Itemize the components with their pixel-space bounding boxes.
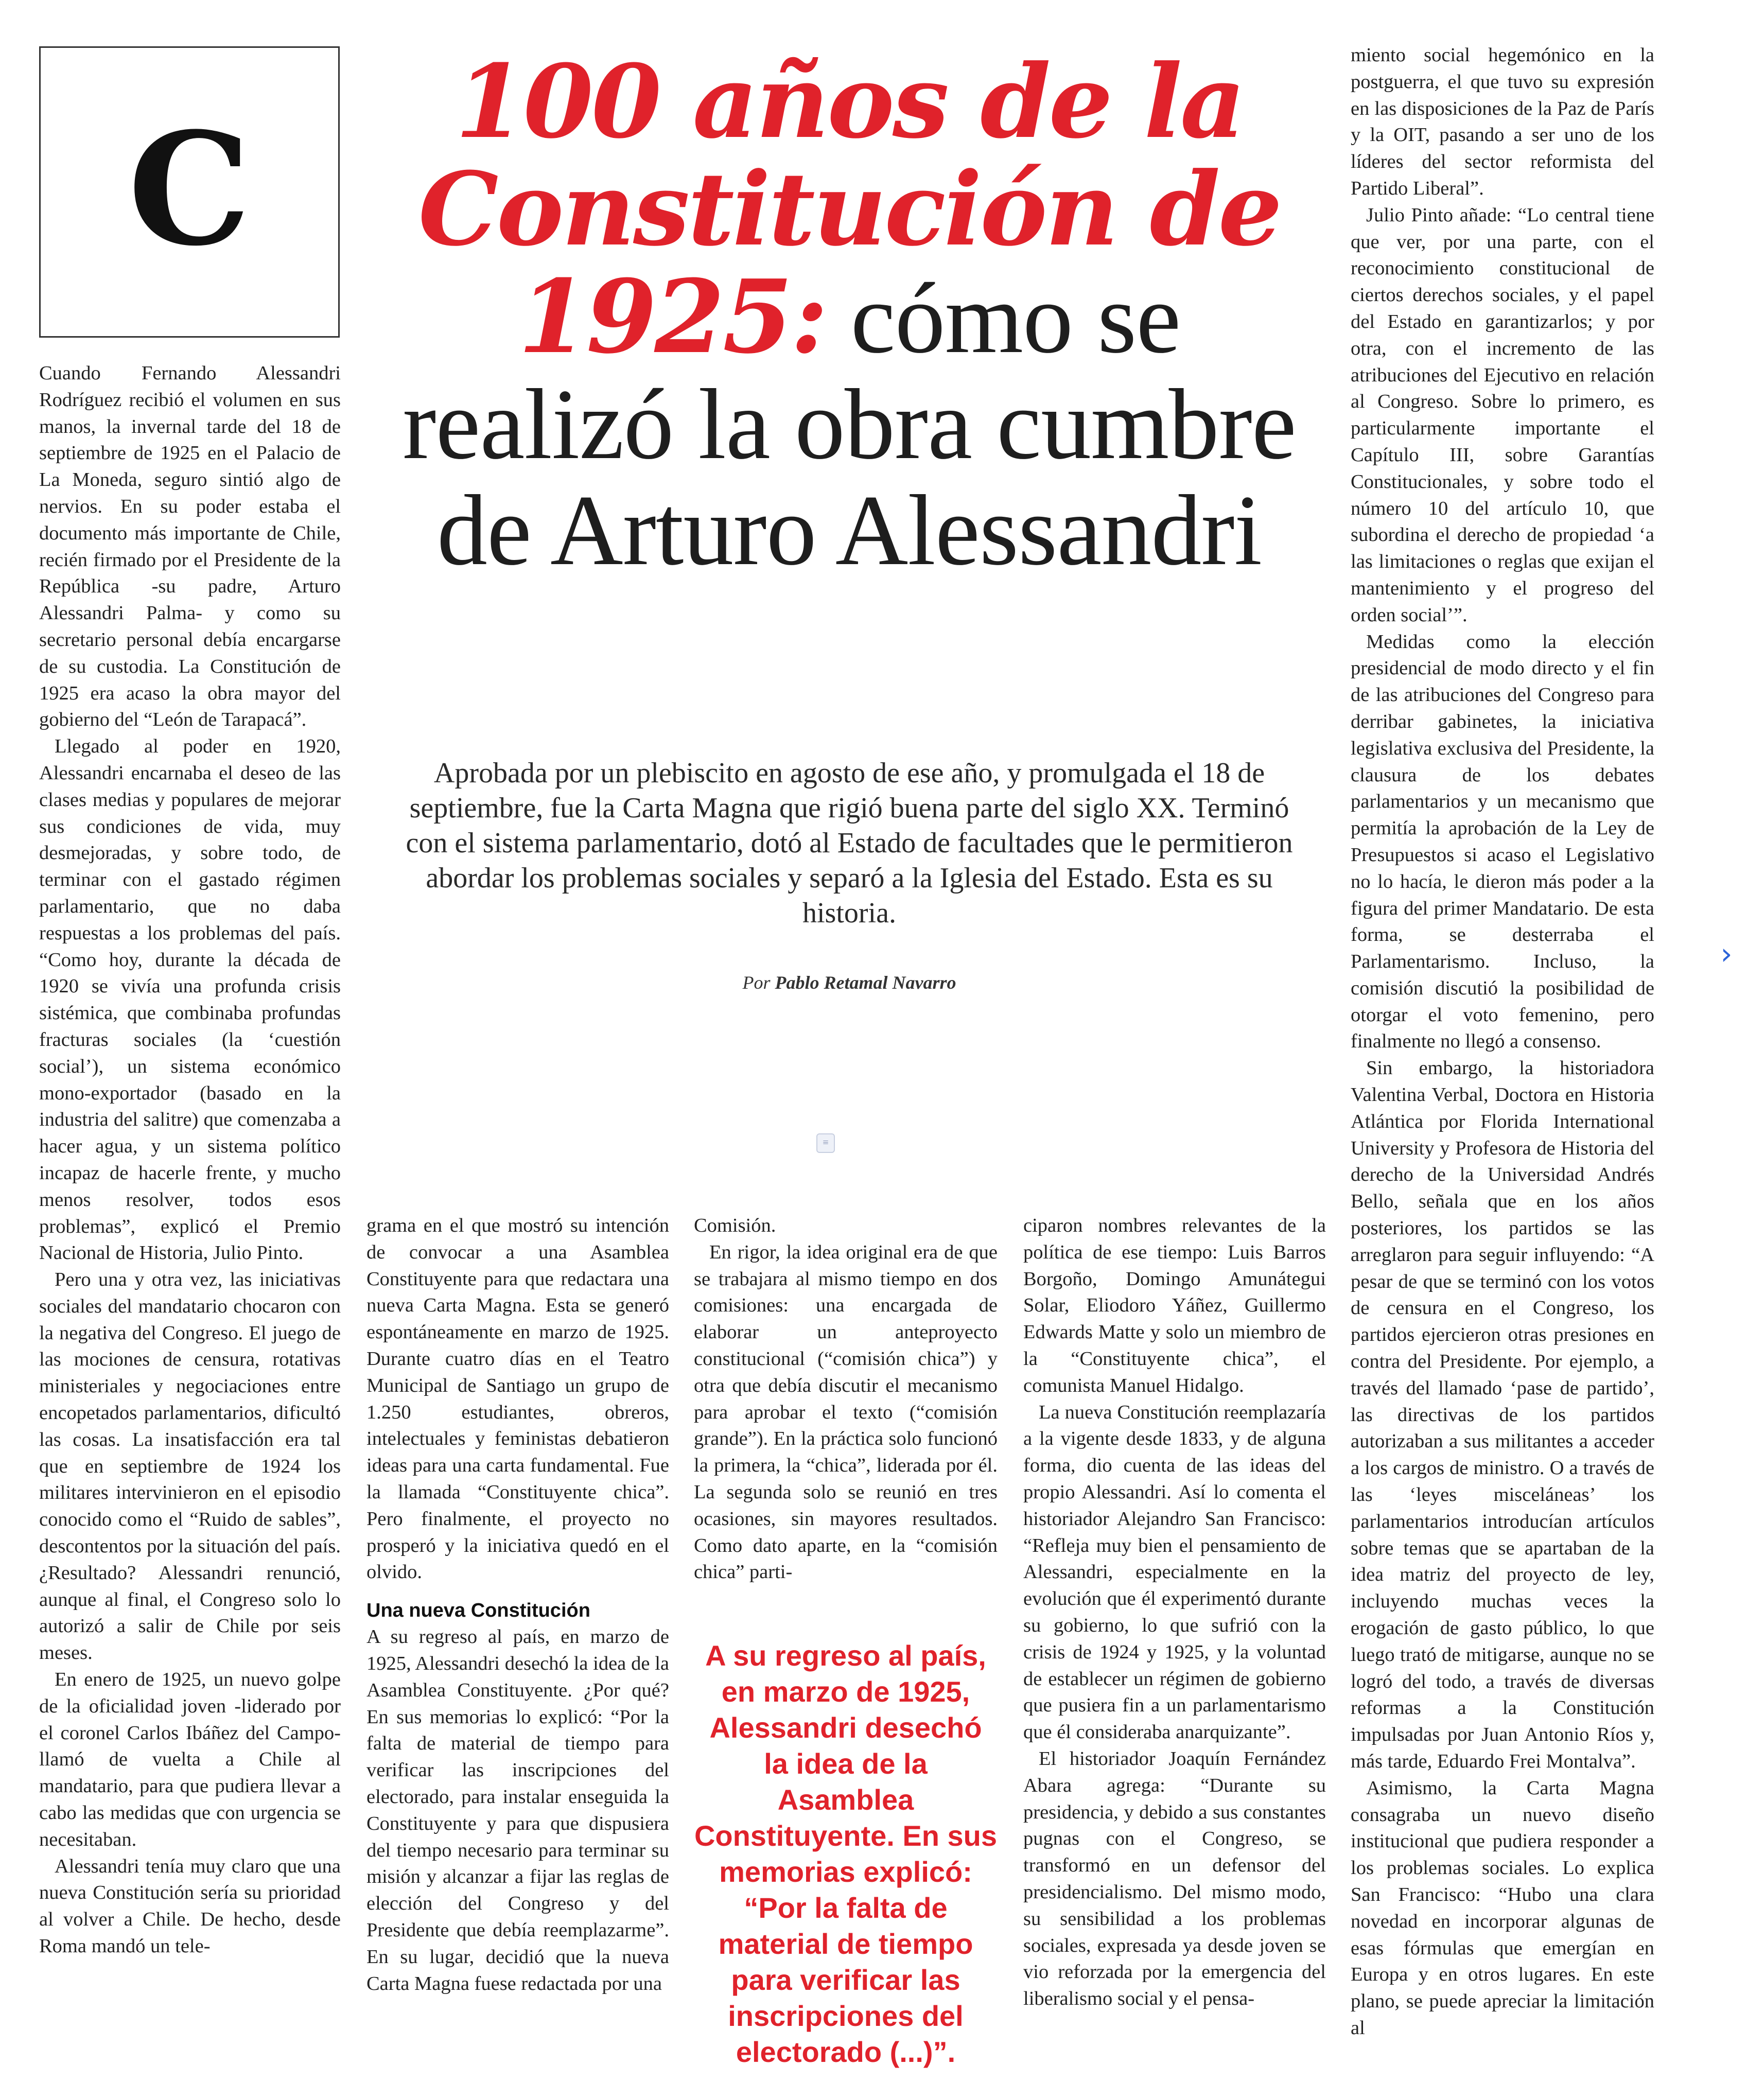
paragraph: grama en el que mostró su intención de convocar a una Asamblea Constituyente para que redactara una nueva Carta Magna. Esta se generó espontáneamente en marzo de 1925. Durante cuatro días en el Teatro Municipal de Santiago un grupo de 1.250 estudiantes, obreros, intelectuales y feministas debatieron ideas para una carta fundamental. Fue la llamada “Constituyente chica”. Pero finalmente, el proyecto no prosperó y la iniciativa quedó en el olvido. <box>366 1215 669 1583</box>
paragraph: Julio Pinto añade: “Lo central tiene que ver, por una parte, con el reconocimiento constitucional de ciertos derechos sociales, y el papel del Estado en garantizarlos; y por otra, con el incremento de las atribuciones del Ejecutivo en relación al Congreso. Sobre lo primero, es particularmente importante el Capítulo III, sobre Garantías Constitucionales, y sobre todo el número 10 del artículo 10, que subordina el derecho de propiedad ‘a las limitaciones o reglas que exijan el mantenimiento y el progreso del orden social’”. <box>1351 204 1654 626</box>
paragraph: A su regreso al país, en marzo de 1925, Alessandri desechó la idea de la Asamblea Constituyente. ¿Por qué? En sus memorias lo explicó: “Por la falta de material de tiempo para verificar las inscripciones del electorado, para instalar enseguida la Constituyente y para que dispusiera del tiempo necesario para terminar su misión y alcanzar a fijar las reglas de elección del Congreso y del Presidente que debía reemplazarme”. En su lugar, decidió que la nueva Carta Magna fuese redactada por una <box>366 1626 669 1994</box>
byline-author: Pablo Retamal Navarro <box>775 972 956 993</box>
paragraph: Medidas como la elección presidencial de modo directo y el fin de las atribuciones del Congreso para derribar gabinetes, la iniciativa legislativa exclusiva del Presidente, la clausura de los debates parlamentarios y un mecanismo que permitía la aprobación de la Ley de Presupuestos si acaso el Legislativo no lo hacía, le dieron más poder a la figura del primer Mandatario. De esta forma, se desterraba el Parlamentarismo. Incluso, la comisión discutió la posibilidad de otorgar el voto femenino, pero finalmente no llegó a consenso. <box>1351 631 1654 1053</box>
pull-quote: A su regreso al país, en marzo de 1925, Alessandri desechó la idea de la Asamblea Constituyente. En sus memorias explicó: “Por la falta de material de tiempo para verificar las inscripciones del electorado (...)”. <box>694 1639 998 2068</box>
section-box <box>39 46 340 338</box>
paragraph: Sin embargo, la historiadora Valentina Verbal, Doctora en Historia Atlántica por Florida International University y Profesora de Historia del derecho de la Universidad Andrés Bello, señala que en los años posteriores, los partidos se las arreglaron para seguir influyendo: “A pesar de que se terminó con los votos de censura en el Congreso, los partidos ejercieron otras presiones en contra del Presidente. Por ejemplo, a través del llamado ‘pase de partido’, las directivas de los partidos autorizaban a sus militantes a acceder a los cargos de ministro. O a través de las ‘leyes misceláneas’ los parlamentarios introducían artículos sobre temas que se apartaban de la idea matriz del proyecto de ley, incluyendo muchas veces la erogación de gasto público, lo que luego trató de mitigarse, aunque no se logró del todo, a través de diversas reformas a la Constitución impulsadas por Juan Antonio Ríos y, más tarde, Eduardo Frei Montalva”. <box>1351 1057 1654 1772</box>
column-3 <box>694 1213 998 1586</box>
paragraph: miento social hegemónico en la postguerra, el que tuvo su expresión en las disposiciones de la Paz de París y la OIT, pasando a ser uno de los líderes del sector reformista del Partido Liberal”. <box>1351 44 1654 199</box>
paragraph: El historiador Joaquín Fernández Abara agrega: “Durante su presidencia, y debido a sus constantes pugnas con el Congreso, se transformó en un defensor del presidencialismo. Del mismo modo, su sensibilidad a los problemas sociales, expresada ya desde joven se vio reforzada por la emergencia del liberalismo social y el pensa- <box>1023 1747 1326 2010</box>
section-letter: C <box>128 98 251 280</box>
column-2 <box>366 1213 669 1997</box>
paragraph: La nueva Constitución reemplazaría a la vigente desde 1833, y de alguna forma, dio cuenta de las ideas del propio Alessandri. Así lo comenta el historiador Alejandro San Francisco: “Refleja muy bien el pensamiento de Alessandri, especialmente en la evolución que él experimentó durante su gobierno, lo que sufrió con la crisis de 1924 y 1925, y la voluntad de establecer un régimen de gobierno que pusiera fin a un parlamentarismo que él consideraba anarquizante”. <box>1023 1401 1326 1743</box>
paragraph: Cuando Fernando Alessandri Rodríguez recibió el volumen en sus manos, la invernal tarde del 18 de septiembre de 1925 en el Palacio de La Moneda, seguro sintió algo de nervios. En su poder estaba el documento más importante de Chile, recién firmado por el Presidente de la República -su padre, Arturo Alessandri Palma- y como su secretario personal debía encargarse de su custodia. La Constitución de 1925 era acaso la obra mayor del gobierno del “León de Tarapacá”. <box>39 362 341 731</box>
paragraph: En rigor, la idea original era de que se trabajara al mismo tiempo en dos comisiones: una encargada de elaborar un anteproyecto constitucional (“comisión chica”) y otra que debía discutir el mecanismo para aprobar el texto (“comisión grande”). En la práctica solo funcionó la primera, la “chica”, liderada por él. La segunda solo se reunió en tres ocasiones, sin mayores resultados. Como dato aparte, en la “comisión chica” parti- <box>694 1241 998 1583</box>
column-5 <box>1351 42 1654 2042</box>
byline <box>401 972 1297 993</box>
paragraph: Comisión. <box>694 1215 776 1236</box>
headline-dark: cómo se realizó la obra cumbre de Arturo Alessandri <box>403 262 1296 586</box>
paragraph: Pero una y otra vez, las iniciativas sociales del mandatario chocaron con la negativa del Congreso. El juego de las mociones de censura, rotativas ministeriales y negociaciones entre encopetados parlamentarios, dificultó las cosas. La insatisfacción era tal que en septiembre de 1924 los militares intervinieron en el episodio conocido como el “Ruido de sables”, descontentos por la situación del país. ¿Resultado? Alessandri renunció, aunque al final, el Congreso solo lo autorizó a salir de Chile por seis meses. <box>39 1269 341 1664</box>
paragraph: Asimismo, la Carta Magna consagraba un nuevo diseño institucional que pudiera responder a los problemas sociales. Lo explica San Francisco: “Hubo una clara novedad en incorporar algunas de esas fórmulas que emergían en Europa y en otros lugares. En este plano, se puede apreciar la limitación al <box>1351 1777 1654 2039</box>
subheading: Una nueva Constitución <box>366 1600 590 1622</box>
column-4 <box>1023 1213 1326 2012</box>
chevron-right-icon[interactable]: › <box>1720 936 1733 971</box>
paragraph: Alessandri tenía muy claro que una nueva Constitución sería su prioridad al volver a Chile. De hecho, desde Roma mandó un tele- <box>39 1855 341 1957</box>
byline-prefix: Por <box>742 972 771 993</box>
headline-red: 100 años de la Constitución de 1925: <box>418 43 1281 376</box>
note-marker-icon[interactable]: ≡ <box>816 1133 835 1153</box>
headline <box>381 43 1318 586</box>
paragraph: En enero de 1925, un nuevo golpe de la oficialidad joven -liderado por el coronel Carlos Ibáñez del Campo- llamó de vuelta a Chile al mandatario, para que pudiera llevar a cabo las medidas que con urgencia se necesitaban. <box>39 1669 341 1850</box>
column-1 <box>39 360 341 1960</box>
paragraph: Llegado al poder en 1920, Alessandri encarnaba el deseo de las clases medias y populares de mejorar sus condiciones de vida, muy desmejoradas, y sobre todo, de terminar con el gastado régimen parlamentario, que no daba respuestas a los problemas del país. “Como hoy, durante la década de 1920 se vivía una profunda crisis sistémica, que combinaba profundas fracturas sociales (la ‘cuestión social’), un sistema económico mono-exportador (basado en la industria del salitre) que comenzaba a hacer agua, y un sistema político incapaz de hacerle frente, y mucho menos resolver, todos esos problemas”, explicó el Premio Nacional de Historia, Julio Pinto. <box>39 736 341 1264</box>
deck: Aprobada por un plebiscito en agosto de ese año, y promulgada el 18 de septiembre, fue la Carta Magna que rigió buena parte del siglo XX. Terminó con el sistema parlamentario, dotó al Estado de facultades que le permitieron abordar los problemas sociales y separó a la Iglesia del Estado. Esta es su historia. <box>406 757 1293 929</box>
paragraph: ciparon nombres relevantes de la política de ese tiempo: Luis Barros Borgoño, Domingo Amunátegui Solar, Eliodoro Yáñez, Guillermo Edwards Matte y solo un miembro de la “Constituyente chica”, el comunista Manuel Hidalgo. <box>1023 1215 1326 1396</box>
